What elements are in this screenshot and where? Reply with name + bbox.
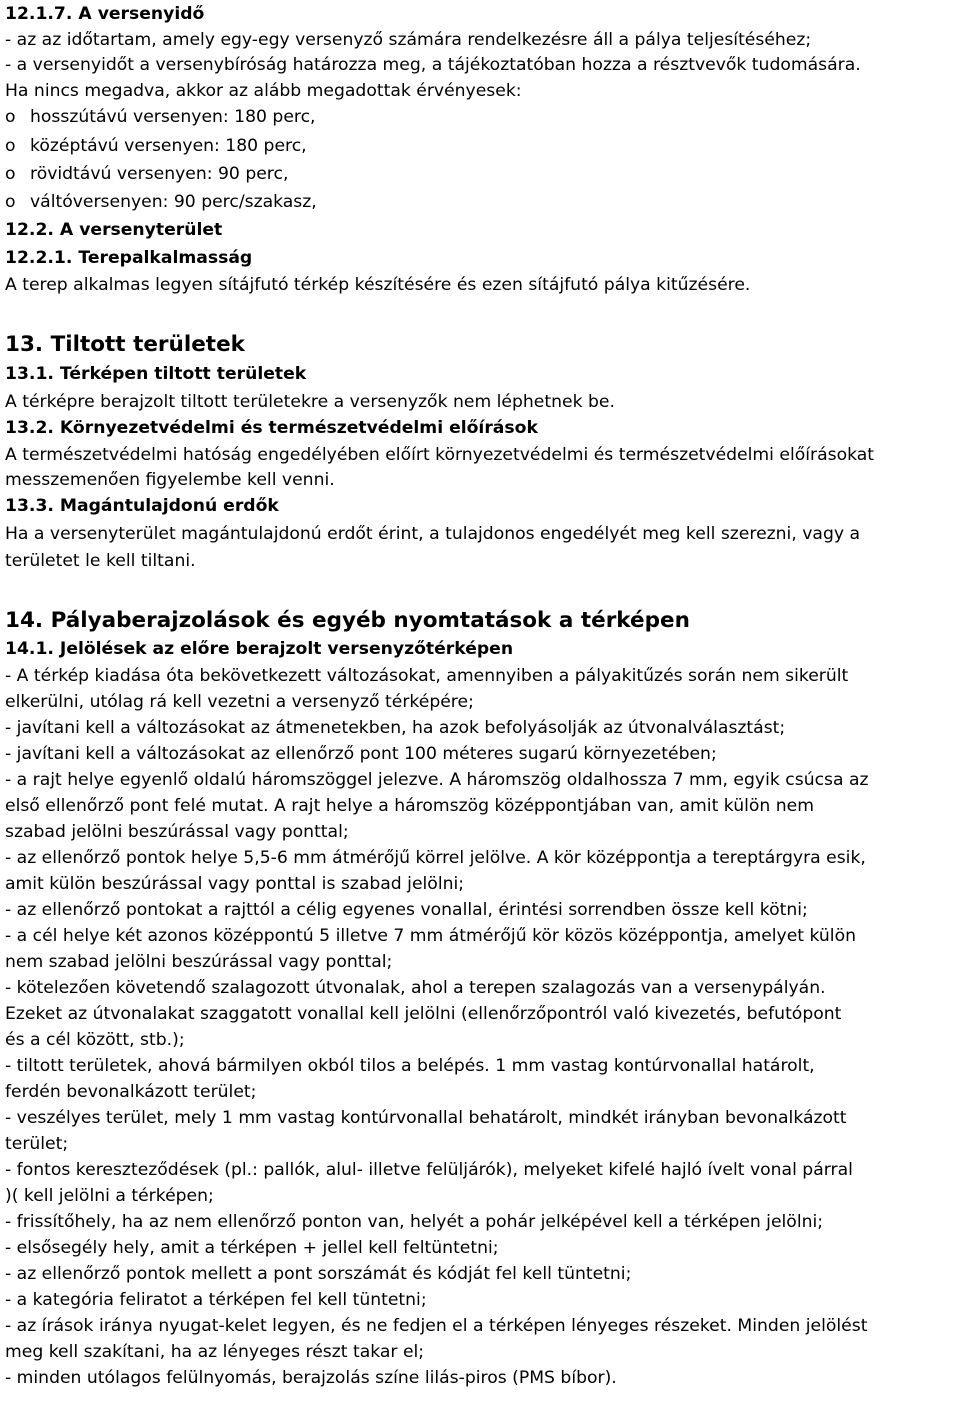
- paragraph-line: nem szabad jelölni beszúrással vagy ponttal;: [5, 952, 393, 972]
- section-heading-14: 14. Pályaberajzolások és egyéb nyomtatások a térképen: [5, 608, 690, 633]
- paragraph-line: elkerülni, utólag rá kell vezetni a versenyző térképére;: [5, 692, 474, 712]
- list-item: [5, 109, 316, 126]
- paragraph-line: - az ellenőrző pontok helye 5,5-6 mm átmérőjű körrel jelölve. A kör középpontja a tereptárgyra esik,: [5, 848, 866, 868]
- bullet-marker: o: [5, 136, 16, 156]
- paragraph-line: - minden utólagos felülnyomás, berajzolás színe lilás-piros (PMS bíbor).: [5, 1368, 617, 1388]
- section-heading-12-1-7: 12.1.7. A versenyidő: [5, 4, 205, 24]
- paragraph-line: amit külön beszúrással vagy ponttal is szabad jelölni;: [5, 874, 465, 894]
- list-item-text: váltóversenyen: 90 perc/szakasz,: [30, 192, 317, 212]
- paragraph-line: - az ellenőrző pontokat a rajttól a célig egyenes vonallal, érintési sorrendben össze kell kötni;: [5, 900, 808, 920]
- paragraph-line: Ezeket az útvonalakat szaggatott vonallal kell jelölni (ellenőrzőpontról való kivezetés, befutópont: [5, 1004, 842, 1024]
- paragraph-line: első ellenőrző pont felé mutat. A rajt helye a háromszög középpontjában van, amit külön nem: [5, 796, 814, 816]
- list-item-text: középtávú versenyen: 180 perc,: [30, 136, 307, 156]
- section-heading-13-2: 13.2. Környezetvédelmi és természetvédelmi előírások: [5, 418, 538, 438]
- section-heading-14-1: 14.1. Jelölések az előre berajzolt versenyzőtérképen: [5, 639, 514, 659]
- paragraph-line: - a kategória feliratot a térképen fel kell tüntetni;: [5, 1290, 427, 1310]
- paragraph-line: A terep alkalmas legyen sítájfutó térkép készítésére és ezen sítájfutó pálya kitűzésére.: [5, 275, 751, 295]
- bullet-marker: o: [5, 164, 16, 184]
- paragraph-line: A természetvédelmi hatóság engedélyében előírt környezetvédelmi és természetvédelmi előírásokat: [5, 445, 875, 465]
- paragraph-line: - frissítőhely, ha az nem ellenőrző ponton van, helyét a pohár jelképével kell a térképen jelölni;: [5, 1212, 824, 1232]
- section-heading-13-3: 13.3. Magántulajdonú erdők: [5, 496, 279, 516]
- paragraph-line: - a versenyidőt a versenybíróság határozza meg, a tájékoztatóban hozza a résztvevők tudomására.: [5, 55, 861, 75]
- list-item: [5, 138, 307, 155]
- paragraph-line: - az írások iránya nyugat-kelet legyen, és ne fedjen el a térképen lényeges részeket. Minden jelölést: [5, 1316, 868, 1336]
- paragraph-line: - elsősegély hely, amit a térképen + jellel kell feltüntetni;: [5, 1238, 499, 1258]
- paragraph-line: szabad jelölni beszúrással vagy ponttal;: [5, 822, 349, 842]
- paragraph-line: - kötelezően követendő szalagozott útvonalak, ahol a terepen szalagozás van a versenypályán.: [5, 978, 826, 998]
- paragraph-line: A térképre berajzolt tiltott területekre a versenyzők nem léphetnek be.: [5, 392, 615, 412]
- paragraph-line: területet le kell tiltani.: [5, 551, 196, 571]
- paragraph-line: - az ellenőrző pontok mellett a pont sorszámát és kódját fel kell tüntetni;: [5, 1264, 632, 1284]
- paragraph-line: - fontos kereszteződések (pl.: pallók, alul- illetve felüljárók), melyeket kifelé hajló ívelt vonal párral: [5, 1160, 853, 1180]
- paragraph-line: - javítani kell a változásokat az átmenetekben, ha azok befolyásolják az útvonalválasztást;: [5, 718, 786, 738]
- paragraph-line: - A térkép kiadása óta bekövetkezett változásokat, amennyiben a pályakitűzés során nem sikerült: [5, 666, 849, 686]
- section-heading-12-2: 12.2. A versenyterület: [5, 220, 223, 240]
- bullet-marker: o: [5, 192, 16, 212]
- list-item: [5, 194, 317, 211]
- bullet-marker: o: [5, 107, 16, 127]
- paragraph-line: terület;: [5, 1134, 69, 1154]
- section-heading-13: 13. Tiltott területek: [5, 332, 245, 357]
- paragraph-line: - a cél helye két azonos középpontú 5 illetve 7 mm átmérőjű kör közös középpontja, amelyet külön: [5, 926, 856, 946]
- list-item: [5, 166, 288, 183]
- paragraph-line: - az az időtartam, amely egy-egy versenyző számára rendelkezésre áll a pálya teljesítéséhez;: [5, 30, 812, 50]
- paragraph-line: és a cél között, stb.);: [5, 1030, 185, 1050]
- paragraph-line: Ha nincs megadva, akkor az alább megadottak érvényesek:: [5, 81, 522, 101]
- paragraph-line: - tiltott területek, ahová bármilyen okból tilos a belépés. 1 mm vastag kontúrvonallal határolt,: [5, 1056, 815, 1076]
- list-item-text: hosszútávú versenyen: 180 perc,: [30, 107, 316, 127]
- section-heading-12-2-1: 12.2.1. Terepalkalmasság: [5, 248, 253, 268]
- paragraph-line: meg kell szakítani, ha az lényeges részt takar el;: [5, 1342, 425, 1362]
- section-heading-13-1: 13.1. Térképen tiltott területek: [5, 364, 307, 384]
- paragraph-line: - javítani kell a változásokat az ellenőrző pont 100 méteres sugarú környezetében;: [5, 744, 717, 764]
- paragraph-line: - veszélyes terület, mely 1 mm vastag kontúrvonallal behatárolt, mindkét irányban bevonalkázott: [5, 1108, 847, 1128]
- paragraph-line: messzemenően figyelembe kell venni.: [5, 470, 335, 490]
- paragraph-line: Ha a versenyterület magántulajdonú erdőt érint, a tulajdonos engedélyét meg kell szerezni, vagy a: [5, 524, 861, 544]
- paragraph-line: - a rajt helye egyenlő oldalú háromszöggel jelezve. A háromszög oldalhossza 7 mm, egyik csúcsa az: [5, 770, 869, 790]
- paragraph-line: )( kell jelölni a térképen;: [5, 1186, 214, 1206]
- list-item-text: rövidtávú versenyen: 90 perc,: [30, 164, 289, 184]
- paragraph-line: ferdén bevonalkázott terület;: [5, 1082, 257, 1102]
